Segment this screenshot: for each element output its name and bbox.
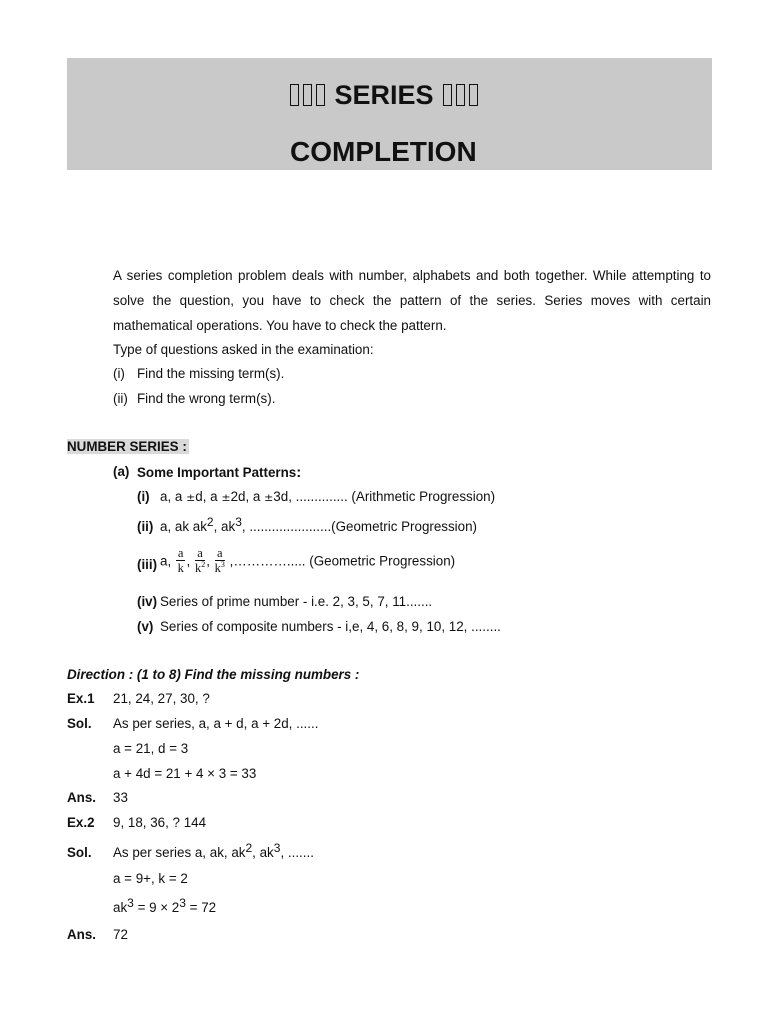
pattern-composite: Series of composite numbers - i,e, 4, 6, 8, 9, 10, 12, ........ [160,619,501,634]
answer-label: Ans. [67,790,97,805]
solution-line: a = 21, d = 3 [113,741,189,756]
types-heading: Type of questions asked in the examination: [113,342,374,357]
example-label: Ex.1 [67,691,95,706]
fraction: $\frac{a}{k^3}$ [214,546,225,575]
pattern-arithmetic: a, a ±d, a ±2d, a ±3d, .............. (Arithmetic Progression) [160,489,496,504]
missing-glyph-icon [303,84,312,106]
pattern-num: (iii) [137,557,158,572]
intro-paragraph: A series completion problem deals with number, alphabets and both together. While attempting to solve the question, you have to check the pattern of the series. Series moves with certain mathematical operations. You have to check the pattern. [113,268,711,333]
example-question: 9, 18, 36, ? 144 [113,815,207,830]
answer-value: 72 [113,927,128,942]
solution-line: As per series a, ak, $ak^2$, $ak^3$, ....... [113,841,314,860]
example-question: 21, 24, 27, 30, ? [113,691,210,706]
answer-value: 33 [113,790,128,805]
fraction: $\frac{a}{k^2}$ [194,546,206,575]
pattern-num: (ii) [137,519,154,534]
subsection-title: Some Important Patterns: [137,464,302,481]
solution-label: Sol. [67,716,92,731]
type-item-num: (i) [113,366,125,381]
page-title-line1 [0,80,768,111]
fraction: $\frac{a}{k}$ [177,546,184,575]
pattern-num: (i) [137,489,150,504]
type-item-text: Find the missing term(s). [137,366,285,381]
missing-glyph-icon [469,84,478,106]
missing-glyph-icon [456,84,465,106]
number-series-heading: NUMBER SERIES : [67,439,187,454]
direction-text: Direction : (1 to 8) Find the missing numbers : [67,667,360,682]
title-text: SERIES [334,80,434,110]
type-item-num: (ii) [113,391,128,406]
pattern-geometric: a, ak $ak^2$, $ak^3$, ......................(Geometric Progression) [160,515,478,534]
page-title-line2: COMPLETION [290,136,477,167]
solution-line: $ak^3 = 9 \times 2^3 = 72$ [113,896,217,915]
solution-label: Sol. [67,845,92,860]
solution-line: a + 4d = 21 + 4 × 3 = 33 [113,766,257,781]
missing-glyph-icon [316,84,325,106]
missing-glyph-icon [443,84,452,106]
pattern-prime: Series of prime number - i.e. 2, 3, 5, 7, 11....... [160,594,433,609]
pattern-num: (v) [137,619,154,634]
type-item-text: Find the wrong term(s). [137,391,276,406]
missing-glyph-icon [290,84,299,106]
subsection-num: (a) [113,464,130,479]
answer-label: Ans. [67,927,97,942]
solution-line: a = 9+, k = 2 [113,871,188,886]
pattern-num: (iv) [137,594,158,609]
solution-line: As per series, a, a + d, a + 2d, ...... [113,716,319,731]
pattern-geometric-fraction: a, $\frac{a}{k}$ , $\frac{a}{k^2}$ , $\frac{a}{k^3}$ ,…………..... (Geometric Progression) [160,546,456,575]
example-label: Ex.2 [67,815,95,830]
